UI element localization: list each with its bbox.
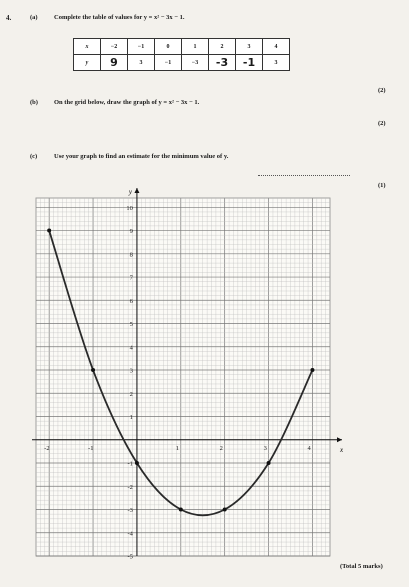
table-cell-x: 1 xyxy=(182,39,209,55)
x-axis-arrow xyxy=(337,437,342,442)
plotted-point xyxy=(47,229,51,233)
part-a-label: (a) xyxy=(30,14,38,21)
part-a-text: Complete the table of values for y = x² − 3x − 1. xyxy=(54,14,185,21)
plotted-point xyxy=(310,368,314,372)
part-c-label: (c) xyxy=(30,153,38,160)
x-tick-label: 3 xyxy=(263,444,267,452)
y-tick-label: 2 xyxy=(129,390,133,398)
y-tick-label: -1 xyxy=(127,460,133,468)
y-tick-label: -3 xyxy=(127,507,133,515)
table-header-x: x xyxy=(74,39,101,55)
x-tick-label: 2 xyxy=(219,444,223,452)
table-cell-x: 0 xyxy=(155,39,182,55)
y-tick-label: 1 xyxy=(129,414,133,422)
part-b-label: (b) xyxy=(30,99,38,106)
y-tick-label: 5 xyxy=(129,321,133,329)
y-axis-label: y xyxy=(128,188,133,196)
table-cell-y: −1 xyxy=(155,55,182,71)
x-tick-label: 1 xyxy=(175,444,180,452)
y-tick-label: 4 xyxy=(129,344,133,352)
table-cell-x: 2 xyxy=(209,39,236,55)
y-tick-label: 9 xyxy=(129,228,133,236)
table-cell-y-handwritten[interactable]: 9 xyxy=(101,55,128,71)
part-b-marks: (2) xyxy=(378,120,386,127)
table-cell-y: 3 xyxy=(263,55,290,71)
y-tick-label: -4 xyxy=(127,530,133,538)
part-b-text: On the grid below, draw the graph of y = x² − 3x − 1. xyxy=(54,99,200,106)
grid-background xyxy=(36,198,330,556)
table-cell-y-handwritten[interactable]: -3 xyxy=(209,55,236,71)
total-marks: (Total 5 marks) xyxy=(340,563,383,570)
table-header-y: y xyxy=(74,55,101,71)
plotted-point xyxy=(91,368,95,372)
y-tick-label: 3 xyxy=(129,367,133,375)
values-table xyxy=(73,38,290,71)
table-cell-y-handwritten[interactable]: -1 xyxy=(236,55,263,71)
x-axis-label: x xyxy=(340,445,344,454)
table-cell-y: 3 xyxy=(128,55,155,71)
part-c-marks: (1) xyxy=(378,182,386,189)
plotted-point xyxy=(267,461,271,465)
y-tick-label: 8 xyxy=(129,251,133,259)
graph-grid[interactable] xyxy=(30,184,350,559)
plotted-point xyxy=(179,508,183,512)
y-tick-label: 10 xyxy=(126,204,133,212)
table-row-y xyxy=(74,55,290,71)
table-row-x xyxy=(74,39,290,55)
plotted-point xyxy=(135,461,139,465)
y-tick-label: 6 xyxy=(129,297,133,305)
x-tick-label: 4 xyxy=(307,444,311,452)
y-tick-label: -5 xyxy=(127,553,133,559)
part-c-text: Use your graph to find an estimate for the minimum value of y. xyxy=(54,153,229,160)
table-cell-x: −2 xyxy=(101,39,128,55)
part-a-marks: (2) xyxy=(378,87,386,94)
table-cell-x: 4 xyxy=(263,39,290,55)
plotted-point xyxy=(223,508,227,512)
question-number: 4. xyxy=(6,14,12,22)
table-cell-y: −3 xyxy=(182,55,209,71)
answer-line[interactable] xyxy=(258,175,350,176)
grid-lines xyxy=(36,198,330,556)
x-tick-label: -1 xyxy=(88,444,94,452)
table-cell-x: −1 xyxy=(128,39,155,55)
y-tick-label: 7 xyxy=(129,274,133,282)
y-tick-label: -2 xyxy=(127,483,133,491)
x-tick-label: -2 xyxy=(44,444,50,452)
table-cell-x: 3 xyxy=(236,39,263,55)
y-axis-arrow xyxy=(134,188,139,193)
